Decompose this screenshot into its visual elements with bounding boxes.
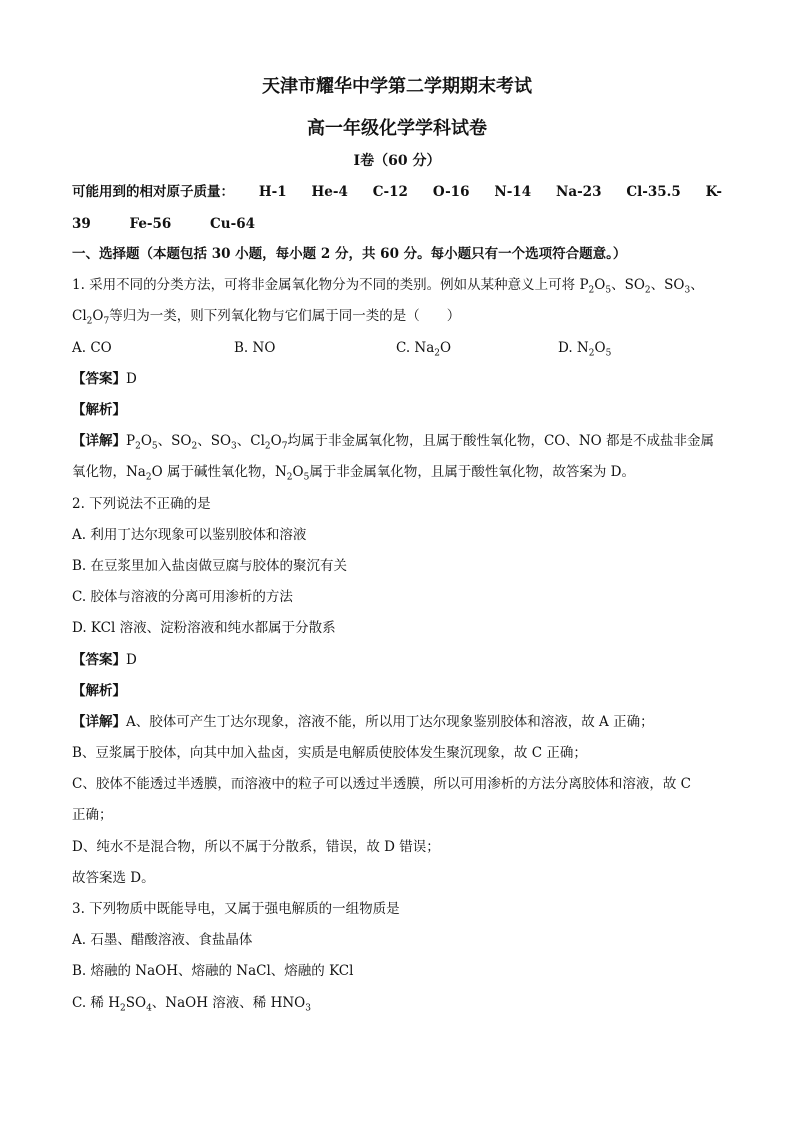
q3-stem: 3. 下列物质中既能导电，又属于强电解质的一组物质是 xyxy=(72,901,400,917)
mass-item: K- xyxy=(705,184,722,200)
q1-analysis-tag: 【解析】 xyxy=(72,402,126,418)
q1-options xyxy=(72,339,714,357)
mass-item: Cu-64 xyxy=(210,216,255,232)
mass-item: Fe-56 xyxy=(129,216,172,232)
q2-option-b[interactable]: B. 在豆浆里加入盐卤做豆腐与胶体的聚沉有关 xyxy=(72,558,348,574)
mass-item: He-4 xyxy=(311,184,348,200)
q3-option-c[interactable]: C. 稀 $H_2SO_4$、NaOH 溶液、稀 $HNO_3$ xyxy=(72,995,311,1014)
q1-stem-line2: $Cl_2O_7$等归为一类，则下列氧化物与它们属于同一类的是（ ） xyxy=(72,308,461,327)
q1-detail-line2: 氧化物，$Na_2O$ 属于碱性氧化物，$N_2O_5$属于非金属氧化物，且属于酸性氧化物，故答案为 D。 xyxy=(72,464,635,483)
atomic-masses-row2 xyxy=(72,215,281,233)
mass-item: O-16 xyxy=(432,184,470,200)
q2-option-c[interactable]: C. 胶体与溶液的分离可用渗析的方法 xyxy=(72,589,293,605)
q1-option-c[interactable]: C. $Na_2O$ xyxy=(396,340,452,359)
mass-item: H-1 xyxy=(258,184,287,200)
volume-label: Ⅰ卷（60 分） xyxy=(353,153,441,169)
q1-answer: 【答案】D xyxy=(72,371,137,387)
q1-option-d[interactable]: D. $N_2O_5$ xyxy=(558,340,612,359)
school-title: 天津市耀华中学第二学期期末考试 xyxy=(262,76,532,97)
q1-option-a[interactable]: A. CO xyxy=(72,340,112,356)
q2-conclusion: 故答案选 D。 xyxy=(72,870,155,886)
q1-stem-line1: 1. 采用不同的分类方法，可将非金属氧化物分为不同的类别。例如从某种意义上可将 $P_2O_5$、$SO_2$、$SO_3$、 xyxy=(72,277,704,296)
q3-option-b[interactable]: B. 熔融的 NaOH、熔融的 NaCl、熔融的 KCl xyxy=(72,963,354,979)
q1-option-b[interactable]: B. NO xyxy=(234,340,276,356)
q2-detail-a: 【详解】A、胶体可产生丁达尔现象，溶液不能，所以用丁达尔现象鉴别胶体和溶液，故 A 正确； xyxy=(72,714,654,730)
q2-stem: 2. 下列说法不正确的是 xyxy=(72,496,211,512)
q2-option-d[interactable]: D. KCl 溶液、淀粉溶液和纯水都属于分散系 xyxy=(72,620,336,636)
q3-option-a[interactable]: A. 石墨、醋酸溶液、食盐晶体 xyxy=(72,932,253,948)
q2-option-a[interactable]: A. 利用丁达尔现象可以鉴别胶体和溶液 xyxy=(72,527,307,543)
mass-item: C-12 xyxy=(372,184,408,200)
q1-detail-line1: 【详解】$P_2O_5$、$SO_2$、$SO_3$、$Cl_2O_7$均属于非金属氧化物，且属于酸性氧化物，CO、NO 都是不成盐非金属 xyxy=(72,433,715,452)
mass-item: 39 xyxy=(72,216,91,232)
mass-item: Na-23 xyxy=(555,184,602,200)
atomic-masses-label: 可能用到的相对原子质量： xyxy=(72,184,234,200)
section-heading: 一、选择题（本题包括 30 小题，每小题 2 分，共 60 分。每小题只有一个选项符合题意。） xyxy=(72,246,627,262)
mass-item: N-14 xyxy=(494,184,532,200)
q2-answer: 【答案】D xyxy=(72,652,137,668)
paper-title: 高一年级化学学科试卷 xyxy=(307,118,487,139)
q2-detail-d: D、纯水不是混合物，所以不属于分散系，错误，故 D 错误； xyxy=(72,839,440,855)
q2-analysis-tag: 【解析】 xyxy=(72,683,126,699)
q2-detail-c1: C、胶体不能透过半透膜，而溶液中的粒子可以透过半透膜，所以可用渗析的方法分离胶体和溶液，故 C xyxy=(72,776,691,792)
mass-item: Cl-35.5 xyxy=(626,184,681,200)
q2-detail-c2: 正确； xyxy=(72,807,113,823)
atomic-masses-row1 xyxy=(72,183,722,201)
q2-detail-b: B、豆浆属于胶体，向其中加入盐卤，实质是电解质使胶体发生聚沉现象，故 C 正确； xyxy=(72,745,587,761)
